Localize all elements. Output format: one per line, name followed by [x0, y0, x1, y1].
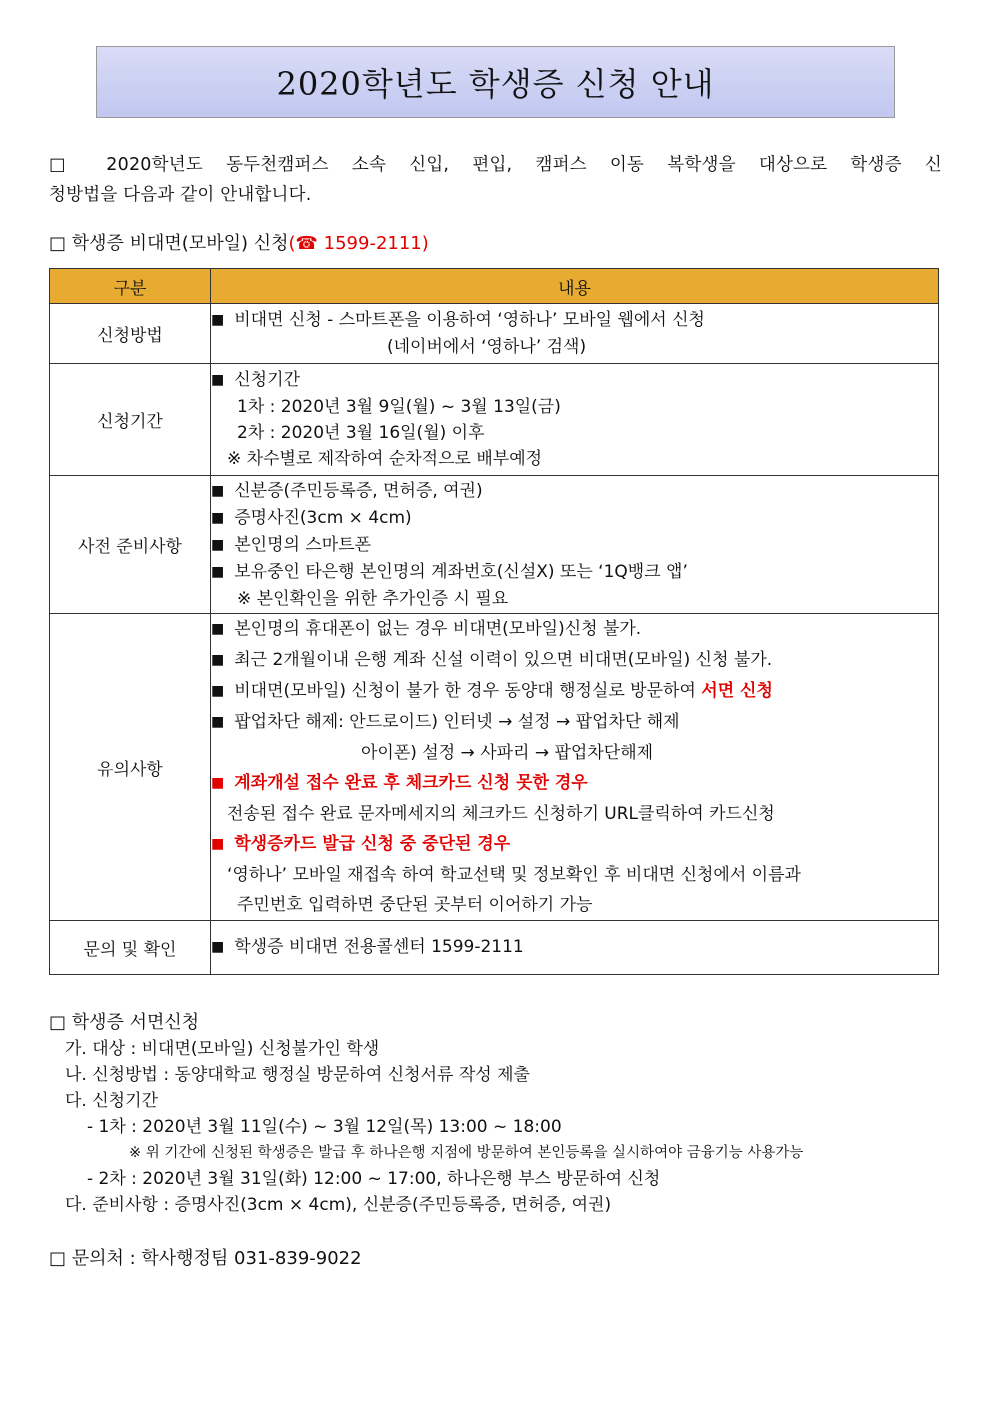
- list-item: ■ 비대면(모바일) 신청이 불가 한 경우 동양대 행정실로 방문하여 서면 신청: [211, 676, 938, 707]
- list-item: 전송된 접수 완료 문자메세지의 체크카드 신청하기 URL클릭하여 카드신청: [227, 804, 775, 824]
- paper-application-section: [49, 1010, 949, 1218]
- paper-section-heading: □ 학생증 서면신청: [49, 1012, 200, 1033]
- list-item: 가. 대상 : 비대면(모바일) 신청불가인 학생: [65, 1039, 380, 1059]
- list-item: ‘영하나’ 모바일 재접속 하여 학교선택 및 정보확인 후 비대면 신청에서 이름과: [227, 865, 801, 885]
- list-item: ■ 최근 2개월이내 은행 계좌 신설 이력이 있으면 비대면(모바일) 신청 불가.: [211, 645, 938, 676]
- row-content-period: [211, 364, 939, 476]
- table-row: [50, 304, 939, 364]
- list-item: 다. 신청기간: [65, 1091, 158, 1111]
- list-item: 주민번호 입력하면 중단된 곳부터 이어하기 가능: [237, 895, 593, 915]
- intro-line-2: 청방법을 다음과 같이 안내합니다.: [49, 185, 312, 205]
- row-label-method: 신청방법: [50, 304, 211, 364]
- list-item: ■ 신분증(주민등록증, 면허증, 여권): [211, 478, 938, 505]
- list-item: ■ 학생증카드 발급 신청 중 중단된 경우: [211, 829, 938, 860]
- list-item: 2차 : 2020년 3월 16일(월) 이후: [237, 423, 485, 443]
- list-item: ■ 비대면 신청 - 스마트폰을 이용하여 ‘영하나’ 모바일 웹에서 신청: [211, 307, 938, 334]
- list-item: (네이버에서 ‘영하나’ 검색): [387, 337, 587, 357]
- mobile-heading-phone: (☎ 1599-2111): [288, 233, 429, 254]
- table-header-category: 구분: [50, 269, 211, 304]
- table-row: [50, 476, 939, 614]
- list-item: 나. 신청방법 : 동양대학교 행정실 방문하여 신청서류 작성 제출: [65, 1065, 530, 1085]
- list-item: ■ 계좌개설 접수 완료 후 체크카드 신청 못한 경우: [211, 768, 938, 799]
- list-item: ■ 학생증 비대면 전용콜센터 1599-2111: [211, 934, 938, 961]
- mobile-section-heading: [49, 231, 429, 257]
- row-content-method: [211, 304, 939, 364]
- list-item: ■ 증명사진(3cm × 4cm): [211, 505, 938, 532]
- row-label-inquiry: 문의 및 확인: [50, 921, 211, 975]
- list-item: 아이폰) 설정 → 사파리 → 팝업차단해제: [361, 743, 654, 763]
- table-header-content: 내용: [211, 269, 939, 304]
- contact-info: □ 문의처 : 학사행정팀 031-839-9022: [49, 1248, 362, 1269]
- list-item: ■ 본인명의 스마트폰: [211, 532, 938, 559]
- row-content-preparation: [211, 476, 939, 614]
- row-label-notes: 유의사항: [50, 614, 211, 921]
- highlight-written-application: 서면 신청: [701, 681, 773, 701]
- intro-paragraph: [49, 150, 942, 210]
- page-title: 2020학년도 학생증 신청 안내: [276, 65, 715, 103]
- title-banner: [96, 46, 895, 118]
- row-content-inquiry: [211, 921, 939, 975]
- table-row: [50, 921, 939, 975]
- table-row: [50, 614, 939, 921]
- list-item: ※ 차수별로 제작하여 순차적으로 배부예정: [227, 449, 543, 469]
- list-item: 1차 : 2020년 3월 9일(월) ~ 3월 13일(금): [237, 397, 561, 417]
- intro-line-1: □ 2020학년도 동두천캠퍼스 소속 신입, 편입, 캠퍼스 이동 복학생을 대상으로 학생증 신: [49, 155, 942, 175]
- table-row: [50, 364, 939, 476]
- list-item: - 2차 : 2020년 3월 31일(화) 12:00 ~ 17:00, 하나은행 부스 방문하여 신청: [87, 1169, 661, 1189]
- list-item: ※ 본인확인을 위한 추가인증 시 필요: [237, 588, 509, 609]
- list-item: 다. 준비사항 : 증명사진(3cm × 4cm), 신분증(주민등록증, 면허증, 여권): [65, 1195, 612, 1215]
- list-item: ■ 본인명의 휴대폰이 없는 경우 비대면(모바일)신청 불가.: [211, 614, 938, 645]
- list-item: ※ 위 기간에 신청된 학생증은 발급 후 하나은행 지점에 방문하여 본인등록을 실시하여야 금융기능 사용가능: [129, 1145, 804, 1161]
- row-content-notes: [211, 614, 939, 921]
- list-item: - 1차 : 2020년 3월 11일(수) ~ 3월 12일(목) 13:00 ~ 18:00: [87, 1117, 562, 1137]
- table-header-row: [50, 269, 939, 304]
- row-label-preparation: 사전 준비사항: [50, 476, 211, 614]
- list-item: ■ 팝업차단 해제: 안드로이드) 인터넷 → 설정 → 팝업차단 해제: [211, 707, 938, 738]
- list-item: ■ 신청기간: [211, 367, 938, 394]
- row-label-period: 신청기간: [50, 364, 211, 476]
- mobile-application-table: [49, 268, 939, 975]
- list-item: ■ 보유중인 타은행 본인명의 계좌번호(신설X) 또는 ‘1Q뱅크 앱’: [211, 559, 938, 586]
- mobile-heading-text: □ 학생증 비대면(모바일) 신청: [49, 233, 289, 254]
